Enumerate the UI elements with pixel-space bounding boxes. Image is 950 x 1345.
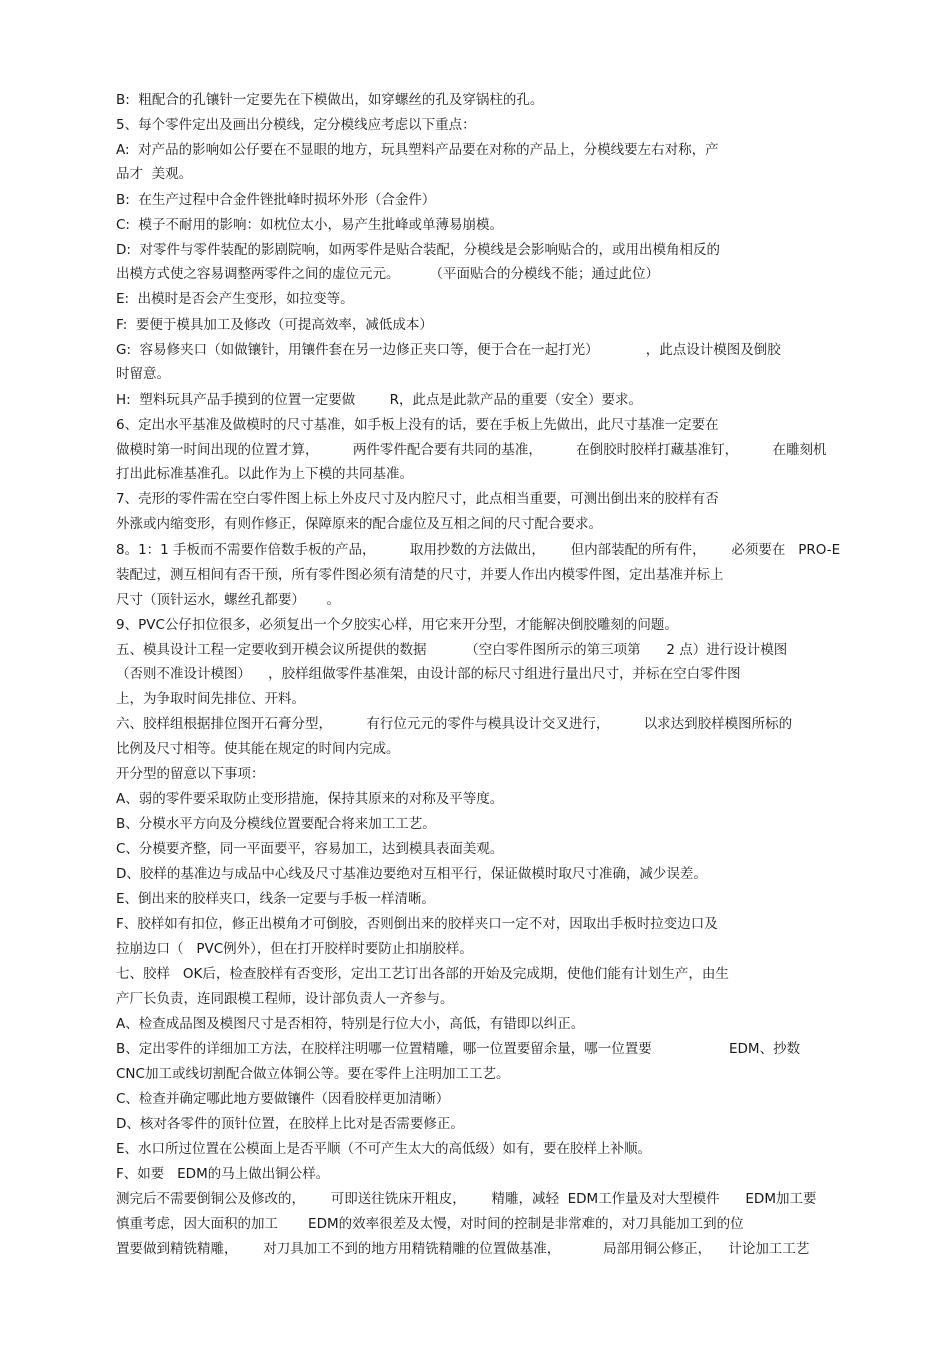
text-line-21: 尺寸（顶针运水，螺丝孔都要） 。 <box>116 592 340 608</box>
text-line-30: B、分模水平方向及分模线位置要配合将来加工工艺。 <box>116 816 436 832</box>
text-line-41: C、检查并确定哪此地方要做镶件（因看胶样更加清晰） <box>116 1091 450 1107</box>
text-line-01: B: 粗配合的孔镶针一定要先在下模做出，如穿螺丝的孔及穿锅柱的孔。 <box>116 92 544 108</box>
text-line-27: 比例及尺寸相等。使其能在规定的时间内完成。 <box>116 741 400 757</box>
text-line-31: C、分模要齐整，同一平面要平，容易加工，达到模具表面美观。 <box>116 841 504 857</box>
text-line-37: 产厂长负责，连同跟模工程师，设计部负责人一齐参与。 <box>116 991 454 1007</box>
text-line-18: 外涨或内缩变形，有则作修正，保障原来的配合虚位及互相之间的尺寸配合要求。 <box>116 516 602 532</box>
text-line-35: 拉崩边口（ PVC例外），但在打开胶样时要防止扣崩胶样。 <box>116 941 473 957</box>
text-line-08: 出模方式使之容易调整两零件之间的虚位元元。 （平面贴合的分模线不能；通过此位） <box>116 266 660 282</box>
text-line-24: （否则不准设计模图） ，胶样组做零件基准架，由设计部的标尺寸组进行量出尺寸，并标在空白零件图 <box>116 666 741 682</box>
text-line-44: F、如要 EDM的马上做出铜公样。 <box>116 1166 330 1182</box>
text-line-09: E: 出模时是否会产生变形，如拉变等。 <box>116 291 354 307</box>
text-line-29: A、弱的零件要采取防止变形措施，保持其原来的对称及平等度。 <box>116 791 504 807</box>
text-line-22: 9、PVC公仔扣位很多，必须复出一个夕胶实心样，用它来开分型，才能解决倒胶雕刻的问题。 <box>116 617 678 633</box>
text-line-06: C: 模子不耐用的影响：如枕位太小，易产生批峰或单薄易崩模。 <box>116 217 504 233</box>
text-line-19: 8。1：1 手板而不需要作倍数手板的产品， 取用抄数的方法做出， 但内部装配的所有件， 必须要在 PRO-E <box>116 542 841 558</box>
text-line-13: H: 塑料玩具产品手摸到的位置一定要做 R，此点是此款产品的重要（安全）要求。 <box>116 392 642 408</box>
text-line-20: 装配过，测互相间有否干预，所有零件图必须有清楚的尺寸，并要人作出内模零件图，定出基准并标上 <box>116 567 724 583</box>
text-line-38: A、检查成品图及模图尺寸是否相符，特别是行位大小，高低，有错即以纠正。 <box>116 1016 585 1032</box>
text-line-11: G: 容易修夹口（如做镶针，用镶件套在另一边修正夹口等，便于合在一起打光） ，此点设计模图及倒胶 <box>116 342 781 358</box>
text-line-02: 5、每个零件定出及画出分模线，定分模线应考虑以下重点： <box>116 117 476 133</box>
text-line-36: 七、胶样 OK后，检查胶样有否变形，定出工艺订出各部的开始及完成期，使他们能有计划生产，由生 <box>116 966 729 982</box>
text-line-33: E、倒出来的胶样夹口，线条一定要与手板一样清晰。 <box>116 891 436 907</box>
text-line-07: D: 对零件与零件装配的影剧院响，如两零件是贴合装配，分模线是会影响贴合的，或用出模角相反的 <box>116 242 721 258</box>
text-line-34: F、胶样如有扣位，修正出模角才可倒胶，否则倒出来的胶样夹口一定不对，因取出手板时拉变边口及 <box>116 916 718 932</box>
text-line-15: 做模时第一时间出现的位置才算， 两件零件配合要有共同的基准， 在倒胶时胶样打藏基准钉， 在雕刻机 <box>116 442 827 458</box>
text-line-28: 开分型的留意以下事项： <box>116 766 265 782</box>
text-line-25: 上，为争取时间先排位、开料。 <box>116 691 305 707</box>
text-line-46: 慎重考虑，因大面积的加工 EDM的效率很差及太慢，对时间的控制是非常难的，对刀具能加工到的位 <box>116 1216 744 1232</box>
text-line-40: CNC加工或线切割配合做立体铜公等。要在零件上注明加工工艺。 <box>116 1066 510 1082</box>
text-line-03: A: 对产品的影响如公仔要在不显眼的地方，玩具塑料产品要在对称的产品上，分模线要左右对称，产 <box>116 142 719 158</box>
text-line-04: 品才 美观。 <box>116 166 193 182</box>
text-line-14: 6、定出水平基准及做模时的尺寸基准，如手板上没有的话，要在手板上先做出，此尺寸基准一定要在 <box>116 417 719 433</box>
text-line-45: 测完后不需要倒铜公及修改的， 可即送往铣床开粗皮， 精雕，减轻 EDM工作量及对大型模件 EDM加工要 <box>116 1191 817 1207</box>
text-line-17: 7、壳形的零件需在空白零件图上标上外皮尺寸及内腔尺寸，此点相当重要，可测出倒出来的胶样有否 <box>116 491 719 507</box>
text-line-47: 置要做到精铣精雕， 对刀具加工不到的地方用精铣精雕的位置做基准， 局部用铜公修正， 计论加工工艺 <box>116 1241 810 1257</box>
text-line-05: B: 在生产过程中合金件锉批峰时损坏外形（合金件） <box>116 192 436 208</box>
text-line-39: B、定出零件的详细加工方法，在胶样注明哪一位置精雕，哪一位置要留余量，哪一位置要 EDM、抄数 <box>116 1041 801 1057</box>
text-line-32: D、胶样的基准边与成品中心线及尺寸基准边要绝对互相平行，保证做模时取尺寸准确，减少误差。 <box>116 866 707 882</box>
text-line-16: 打出此标准基准孔。以此作为上下模的共同基准。 <box>116 466 413 482</box>
text-line-43: E、水口所过位置在公模面上是否平顺（不可产生太大的高低级）如有，要在胶样上补顺。 <box>116 1141 652 1157</box>
text-line-26: 六、胶样组根据排位图开石膏分型， 有行位元元的零件与模具设计交叉进行， 以求达到胶样模图所标的 <box>116 716 793 732</box>
text-line-23: 五、模具设计工程一定要收到开模会议所提供的数据 （空白零件图所示的第三项第 2 点）进行设计模图 <box>116 642 788 658</box>
text-line-12: 时留意。 <box>116 366 170 382</box>
text-line-42: D、核对各零件的顶针位置，在胶样上比对是否需要修正。 <box>116 1116 464 1132</box>
text-line-10: F: 要便于模具加工及修改（可提高效率，减低成本） <box>116 317 433 333</box>
